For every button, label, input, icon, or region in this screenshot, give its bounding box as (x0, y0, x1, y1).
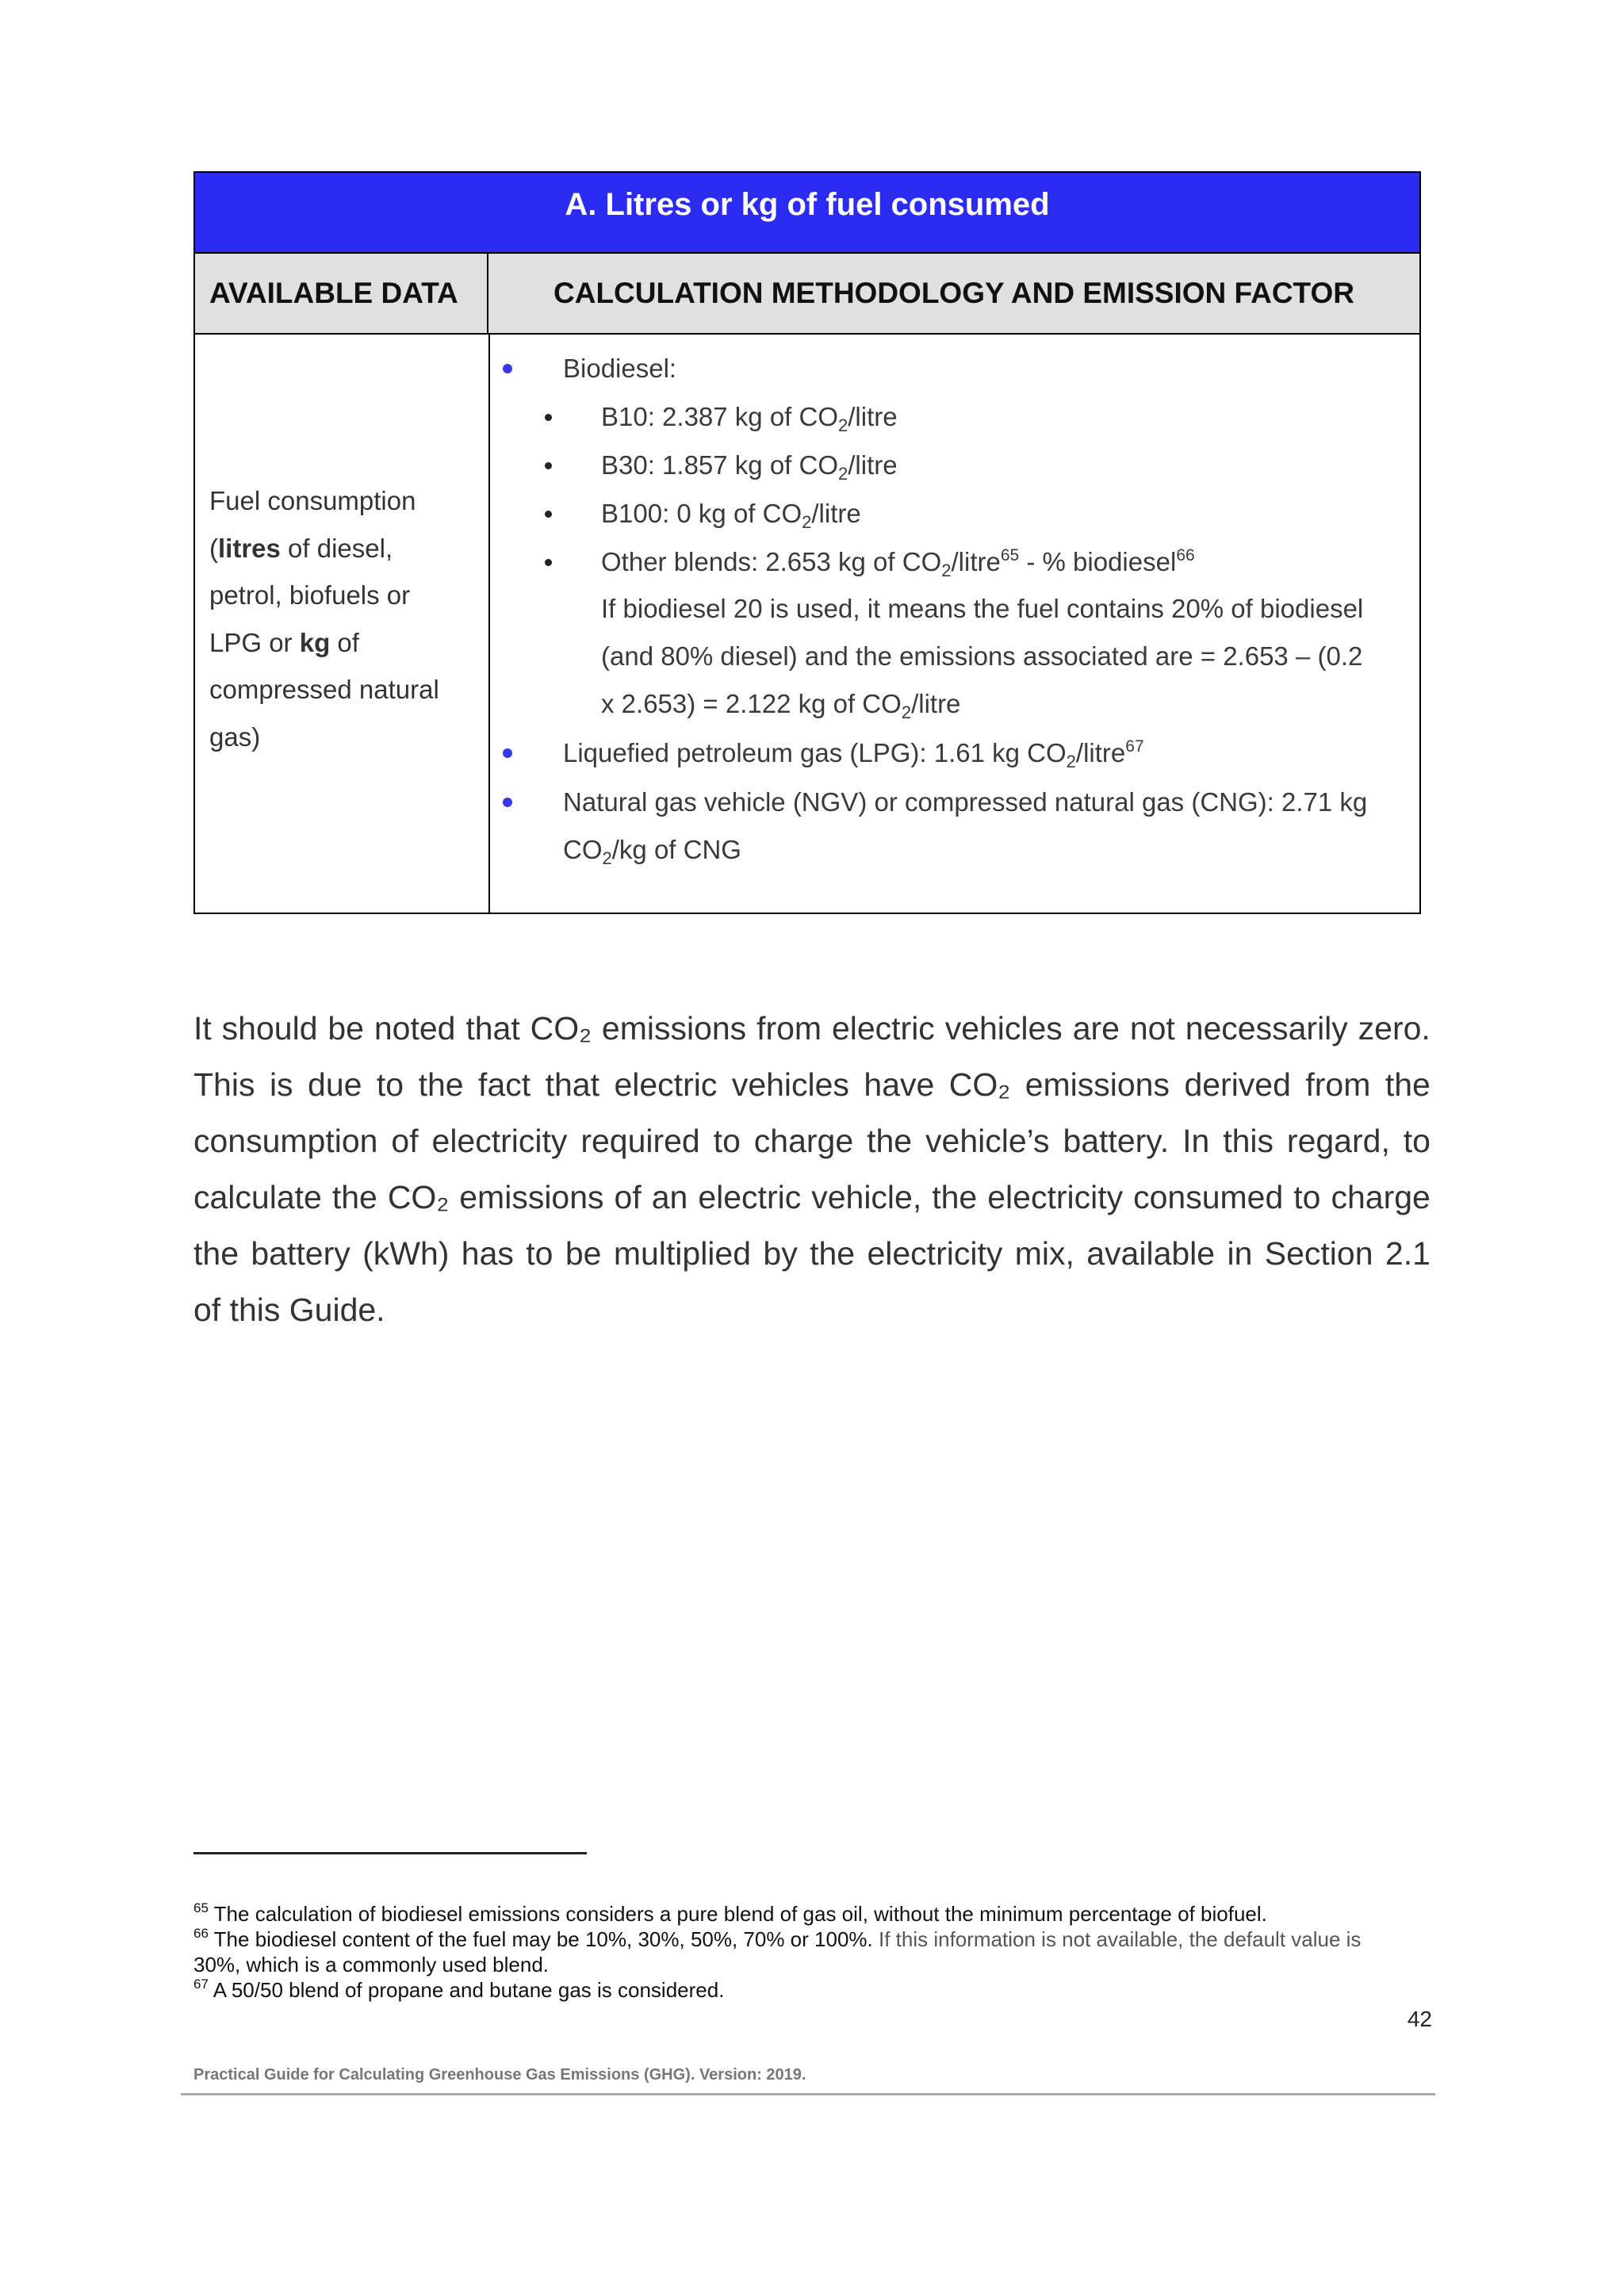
list-item-b100: B100: 0 kg of $CO_2$/litre (601, 499, 861, 532)
bullet-icon (545, 511, 552, 518)
paragraph-word: to (1403, 1123, 1431, 1159)
paragraph-word: the (331, 1179, 377, 1215)
bullet-icon (503, 364, 512, 373)
paragraph-word: Section (1264, 1235, 1373, 1272)
paragraph-word: mix, (1014, 1235, 1074, 1272)
table-column-headers (195, 254, 1419, 335)
paragraph-word: In (1182, 1123, 1210, 1159)
paragraph-word: derived (1184, 1066, 1291, 1103)
list-item-ngv-cont: $CO_2/kg$ of CNG (563, 835, 741, 868)
paragraph-word: should (221, 1010, 318, 1047)
footnotes (193, 1901, 1431, 2003)
paragraph-word: electricity (987, 1179, 1124, 1215)
body-paragraph (193, 1001, 1431, 1338)
bullet-icon (545, 559, 552, 566)
footnote-66-cont: 30%, which is a commonly used blend. (193, 1953, 550, 1976)
paragraph-word: the (1385, 1066, 1431, 1103)
example-line: x 2.653) = 2.122 kg of $CO_2$/litre (601, 689, 961, 722)
paragraph-word: available (1086, 1235, 1216, 1272)
paragraph-word: from (1305, 1066, 1371, 1103)
paragraph-word: of (391, 1123, 419, 1159)
paragraph-word: noted (373, 1010, 456, 1047)
bullet-icon (503, 798, 512, 807)
table-header: A. Litres or kg of fuel consumed (195, 173, 1419, 254)
paragraph-word: to (526, 1235, 553, 1272)
paragraph-word: (kWh) (362, 1235, 450, 1272)
methodology-header: CALCULATION METHODOLOGY AND EMISSION FACTOR (553, 277, 1354, 309)
emission-factor-table (193, 171, 1421, 914)
paragraph-word: zero. (1358, 1010, 1431, 1047)
bullet-icon (503, 748, 512, 758)
paragraph-word: this (1223, 1123, 1274, 1159)
list-item-b30: B30: 1.857 kg of $CO_2$/litre (601, 450, 898, 484)
paragraph-word: charge (1331, 1179, 1431, 1215)
paragraph-word: have (864, 1066, 935, 1103)
footnote-67: $^{67}$ A 50/50 blend of propane and butane gas is considered. (193, 1976, 725, 2002)
paragraph-word: is (269, 1066, 293, 1103)
footnote-ref[interactable]: 65 (1000, 546, 1020, 564)
paragraph-word: emissions (459, 1179, 604, 1215)
paragraph-word: vehicles (944, 1010, 1063, 1047)
paragraph-line: of this Guide. (193, 1292, 385, 1328)
paragraph-word: electric (614, 1066, 718, 1103)
paragraph-word: battery. (1063, 1123, 1170, 1159)
list-item-ngv: Natural gas vehicle (NGV) or compressed natural gas (CNG): 2.71 kg (563, 787, 1368, 817)
paragraph-word: consumption (193, 1123, 378, 1159)
footer-rule (181, 2093, 1435, 2095)
paragraph-word: calculate (193, 1179, 322, 1215)
available-data-header: AVAILABLE DATA (195, 254, 488, 333)
paragraph-word: emissions (1025, 1066, 1170, 1103)
paragraph-word: of (614, 1179, 642, 1215)
paragraph-word: the (867, 1123, 913, 1159)
paragraph-word: the (193, 1235, 239, 1272)
footnote-66: $^{66}$ The biodiesel content of the fuel may be 10%, 30%, 50%, 70% or 100%. If this information is not available, the default value is (193, 1926, 1362, 1951)
paragraph-word: the (932, 1179, 978, 1215)
paragraph-word: electric (831, 1010, 935, 1047)
paragraph-line (193, 1226, 1431, 1282)
example-line: If biodiesel 20 is used, it means the fuel contains 20% of biodiesel (601, 594, 1364, 623)
footnote-separator (193, 1852, 587, 1854)
paragraph-word: It (193, 1010, 212, 1047)
paragraph-word: the (810, 1235, 856, 1272)
paragraph-word: electricity (867, 1235, 1003, 1272)
paragraph-line (193, 1001, 1431, 1057)
paragraph-word: CO₂ (948, 1066, 1011, 1103)
paragraph-word: to (713, 1123, 741, 1159)
paragraph-word: electricity (431, 1123, 568, 1159)
list-item-b10: B10: 2.387 kg of $CO_2$/litre (601, 402, 898, 435)
list-item-biodiesel: Biodiesel: (563, 354, 677, 383)
paragraph-word: This (193, 1066, 255, 1103)
page-number: 42 (1407, 2007, 1432, 2031)
paragraph-word: due (308, 1066, 362, 1103)
paragraph-word: are (1072, 1010, 1120, 1047)
paragraph-word: CO₂ (387, 1179, 450, 1215)
paragraph-word: necessarily (1185, 1010, 1348, 1047)
paragraph-word: emissions (601, 1010, 747, 1047)
paragraph-word: consumed (1133, 1179, 1284, 1215)
list-item-other-blends: Other blends: 2.653 kg of $CO_2/litre^{65}$ - % biodiesel$^{66}$ (601, 546, 1195, 580)
example-line: (and 80% diesel) and the emissions associated are = 2.653 – (0.2 (601, 641, 1363, 671)
paragraph-word: the (418, 1066, 464, 1103)
paragraph-line (193, 1169, 1431, 1226)
paragraph-word: be (565, 1235, 602, 1272)
paragraph-word: that (545, 1066, 599, 1103)
paragraph-word: fact (478, 1066, 531, 1103)
paragraph-word: multiplied (613, 1235, 752, 1272)
paragraph-word: battery (251, 1235, 350, 1272)
paragraph-word: not (1129, 1010, 1175, 1047)
footnote-ref[interactable]: 67 (1125, 737, 1144, 756)
paragraph-word: charge (753, 1123, 854, 1159)
paragraph-word: CO₂ (530, 1010, 592, 1047)
paragraph-word: from (756, 1010, 822, 1047)
paragraph-line (193, 1113, 1431, 1169)
bullet-icon (545, 414, 552, 421)
paragraph-word: that (465, 1010, 520, 1047)
paragraph-line (193, 1057, 1431, 1113)
paragraph-word: in (1227, 1235, 1253, 1272)
paragraph-word: to (376, 1066, 404, 1103)
paragraph-word: electric (698, 1179, 802, 1215)
column-divider (488, 335, 490, 913)
list-item-lpg: Liquefied petroleum gas (LPG): 1.61 kg $CO_2/litre^{67}$ (563, 737, 1144, 771)
paragraph-word: vehicles (731, 1066, 849, 1103)
paragraph-word: an (651, 1179, 688, 1215)
paragraph-word: regard, (1286, 1123, 1390, 1159)
paragraph-word: 2.1 (1385, 1235, 1431, 1272)
bullet-icon (545, 462, 552, 469)
paragraph-word: has (461, 1235, 514, 1272)
paragraph-word: by (763, 1235, 798, 1272)
available-data-cell: Fuel consumption (litres of diesel, petrol, biofuels or LPG or kg of compressed natural gas) (209, 486, 439, 752)
document-footer: Practical Guide for Calculating Greenhouse Gas Emissions (GHG). Version: 2019. (193, 2066, 806, 2084)
paragraph-word: to (1293, 1179, 1321, 1215)
paragraph-word: be (327, 1010, 364, 1047)
paragraph-word: vehicle, (811, 1179, 922, 1215)
footnote-ref[interactable]: 66 (1176, 546, 1195, 564)
paragraph-word: vehicle’s (925, 1123, 1050, 1159)
footnote-65: $^{65}$ The calculation of biodiesel emissions considers a pure blend of gas oil, without the minimum percentage of biofuel. (193, 1900, 1267, 1926)
paragraph-word: required (580, 1123, 700, 1159)
